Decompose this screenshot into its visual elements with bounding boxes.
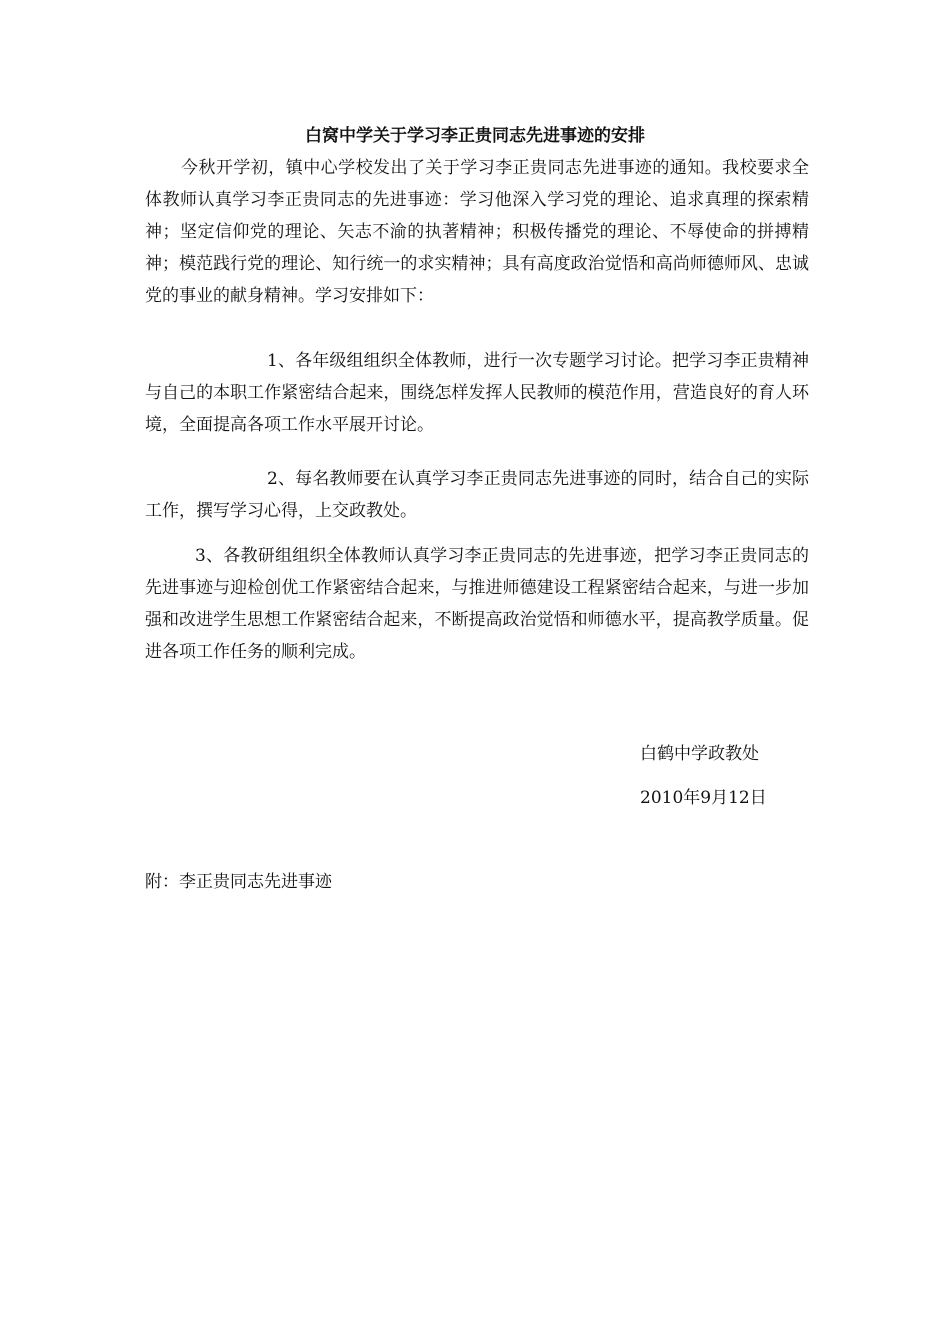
document-title: 白窝中学关于学习李正贵同志先进事迹的安排 — [305, 126, 645, 146]
attachment-note: 附：李正贵同志先进事迹 — [145, 872, 332, 892]
issuer-signature: 白鹤中学政教处 — [640, 744, 759, 764]
arrangement-item-3: 3、各教研组组织全体教师认真学习李正贵同志的先进事迹，把学习李正贵同志的先进事迹与迎检创优工作紧密结合起来，与推进师德建设工程紧密结合起来，与进一步加强和改进学生思想工作紧密结合起来，不断提高政治觉悟和师德水平，提高教学质量。促进各项工作任务的顺利完成。 — [145, 546, 809, 662]
intro-paragraph: 今秋开学初，镇中心学校发出了关于学习李正贵同志先进事迹的通知。我校要求全体教师认真学习李正贵同志的先进事迹：学习他深入学习党的理论、追求真理的探索精神；坚定信仰党的理论、矢志不渝的执著精神；积极传播党的理论、不辱使命的拼搏精神；模范践行党的理论、知行统一的求实精神；具有高度政治觉悟和高尚师德师风、忠诚党的事业的献身精神。学习安排如下： — [145, 158, 809, 306]
issue-date: 2010年9月12日 — [640, 788, 767, 808]
arrangement-item-1: 1、各年级组组织全体教师，进行一次专题学习讨论。把学习李正贵精神与自己的本职工作紧密结合起来，围绕怎样发挥人民教师的模范作用，营造良好的育人环境，全面提高各项工作水平展开讨论。 — [145, 351, 809, 435]
arrangement-item-2: 2、每名教师要在认真学习李正贵同志先进事迹的同时，结合自己的实际工作，撰写学习心得，上交政教处。 — [145, 469, 809, 521]
